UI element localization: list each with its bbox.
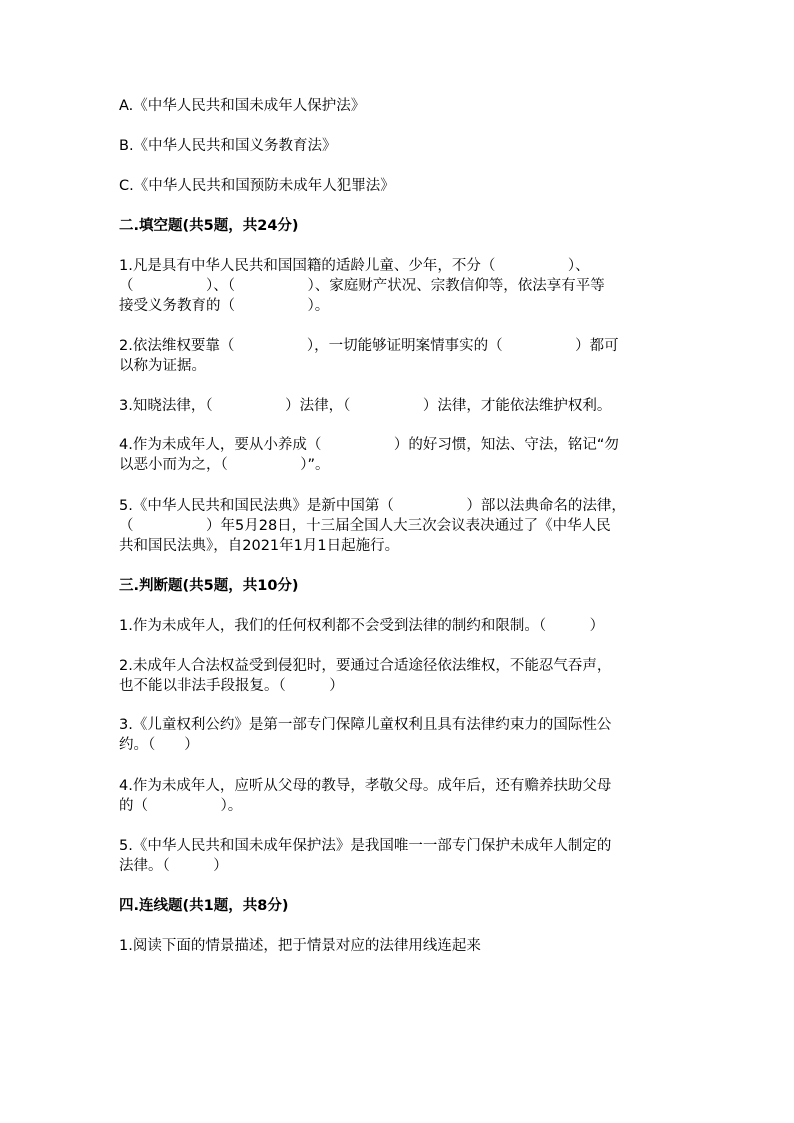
section-title-matching: 四.连线题(共1题，共8分) [119,898,289,914]
fill-blank-q5-line2: （ ）年5月28日，十三届全国人大三次会议表决通过了《中华人民 [119,518,611,534]
fill-blank-q2-line2: 以称为证据。 [119,358,206,374]
true-false-q2-line1: 2.未成年人合法权益受到侵犯时，要通过合适途径依法维权，不能忍气吞声， [119,658,612,674]
true-false-q4-line2: 的（ ）。 [119,798,243,814]
fill-blank-q4-line2: 以恶小而为之，（ ）”。 [119,457,330,473]
fill-blank-q1-line1: 1.凡是具有中华人民共和国国籍的适龄儿童、少年，不分（ ）、 [119,258,590,274]
option-a: A.《中华人民共和国未成年人保护法》 [119,98,366,114]
section-title-fill-blank: 二.填空题(共5题，共24分) [119,218,299,234]
true-false-q4-line1: 4.作为未成年人，应听从父母的教导，孝敬父母。成年后，还有赡养扶助父母 [119,778,612,794]
fill-blank-q2-line1: 2.依法维权要靠（ ），一切能够证明案情事实的（ ）都可 [119,338,619,354]
fill-blank-q1-line3: 接受义务教育的（ ）。 [119,298,330,314]
fill-blank-q1-line2: （ ）、（ ）、家庭财产状况、宗教信仰等，依法享有平等 [119,278,605,294]
true-false-q1-line1: 1.作为未成年人，我们的任何权利都不会受到法律的制约和限制。（ ） [119,618,605,634]
option-c: C.《中华人民共和国预防未成年人犯罪法》 [119,178,395,194]
true-false-q3-line1: 3.《儿童权利公约》是第一部专门保障儿童权利且具有法律约束力的国际性公 [119,717,612,733]
section-title-true-false: 三.判断题(共5题，共10分) [119,578,299,594]
option-b: B.《中华人民共和国义务教育法》 [119,138,337,154]
fill-blank-q4-line1: 4.作为未成年人，要从小养成（ ）的好习惯，知法、守法，铭记“勿 [119,437,619,453]
fill-blank-q5-line3: 共和国民法典》，自2021年1月1日起施行。 [119,538,400,554]
fill-blank-q3-line1: 3.知晓法律，（ ）法律，（ ）法律，才能依法维护权利。 [119,398,612,414]
matching-q1-line1: 1.阅读下面的情景描述，把于情景对应的法律用线连起来 [119,938,481,954]
true-false-q5-line2: 法律。（ ） [119,858,228,874]
fill-blank-q5-line1: 5.《中华人民共和国民法典》是新中国第（ ）部以法典命名的法律， [119,498,626,514]
true-false-q2-line2: 也不能以非法手段报复。（ ） [119,678,344,694]
true-false-q5-line1: 5.《中华人民共和国未成年保护法》是我国唯一一部专门保护未成年人制定的 [119,838,612,854]
true-false-q3-line2: 约。（ ） [119,737,199,753]
